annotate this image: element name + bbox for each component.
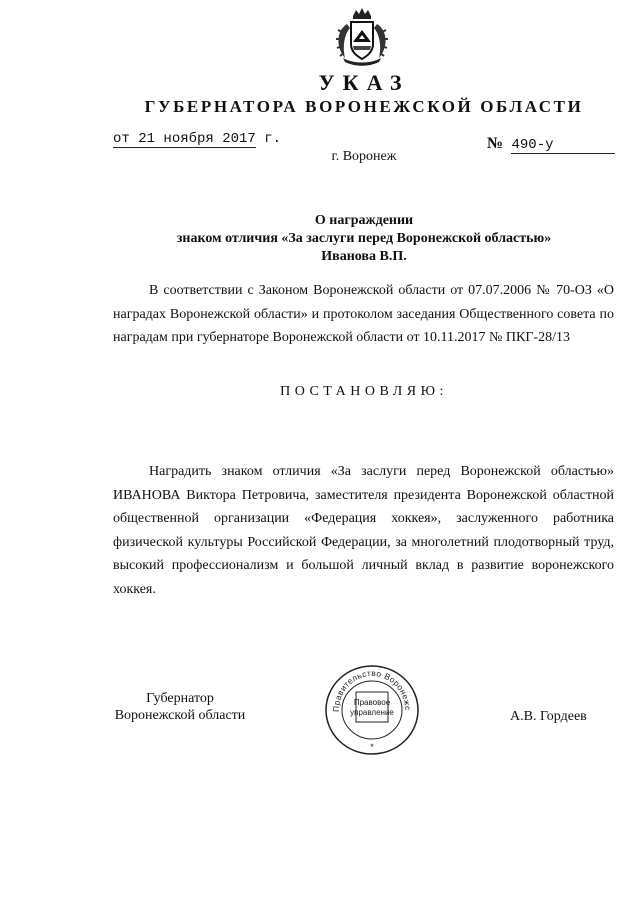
heading-line-2: знаком отличия «За заслуги перед Воронежской областью» [176, 231, 552, 246]
round-stamp-icon [317, 664, 427, 756]
date-line [113, 131, 281, 147]
award-paragraph: Наградить знаком отличия «За заслуги перед Воронежской областью» ИВАНОВА Виктора Петровича, заместителя президента Воронежской областной общественной организации «Федерация хоккея», заслуженного работника физической культуры Российской Федерации, за многолетний плодотворный труд, высокий профессионализм и большой личный вклад в развитие воронежского хоккея. [113, 464, 614, 597]
preamble-paragraph: В соответствии с Законом Воронежской области от 07.07.2006 № 70-ОЗ «О наградах Воронежской области» и протоколом заседания Общественного совета по наградам при губернаторе Воронежской области от 10.11.2017 № ПКГ-28/13 [113, 283, 614, 345]
heading-line-1: О награждении [314, 213, 414, 228]
date-prefix: от [113, 131, 130, 147]
heading-line-3: Иванова В.П. [321, 249, 407, 264]
decree-date: 21 ноября 2017 [138, 131, 256, 147]
position-line-1: Губернатор [146, 691, 214, 706]
decree-number: 490-у [511, 137, 554, 153]
number-sign: № [487, 135, 504, 152]
date-suffix: г. [264, 131, 282, 147]
voronezh-coat-of-arms-icon [333, 6, 391, 68]
position-line-2: Воронежской области [114, 708, 246, 723]
seal-inner-line-2: управление [350, 708, 394, 717]
seal-inner-line-1: Правовое [353, 698, 391, 707]
decree-heading [0, 212, 640, 266]
signatory-position [0, 690, 360, 724]
seal-outer-text: Правительство Воронежс [330, 667, 414, 713]
document-title: УКАЗ [318, 70, 410, 95]
resolve-statement: ПОСТАНОВЛЯЮ: [280, 384, 448, 399]
document-subtitle: ГУБЕРНАТОРА ВОРОНЕЖСКОЙ ОБЛАСТИ [144, 97, 584, 116]
svg-text:*: * [370, 742, 374, 752]
signatory-name: А.В. Гордеев [510, 709, 587, 724]
city: г. Воронеж [331, 149, 397, 164]
